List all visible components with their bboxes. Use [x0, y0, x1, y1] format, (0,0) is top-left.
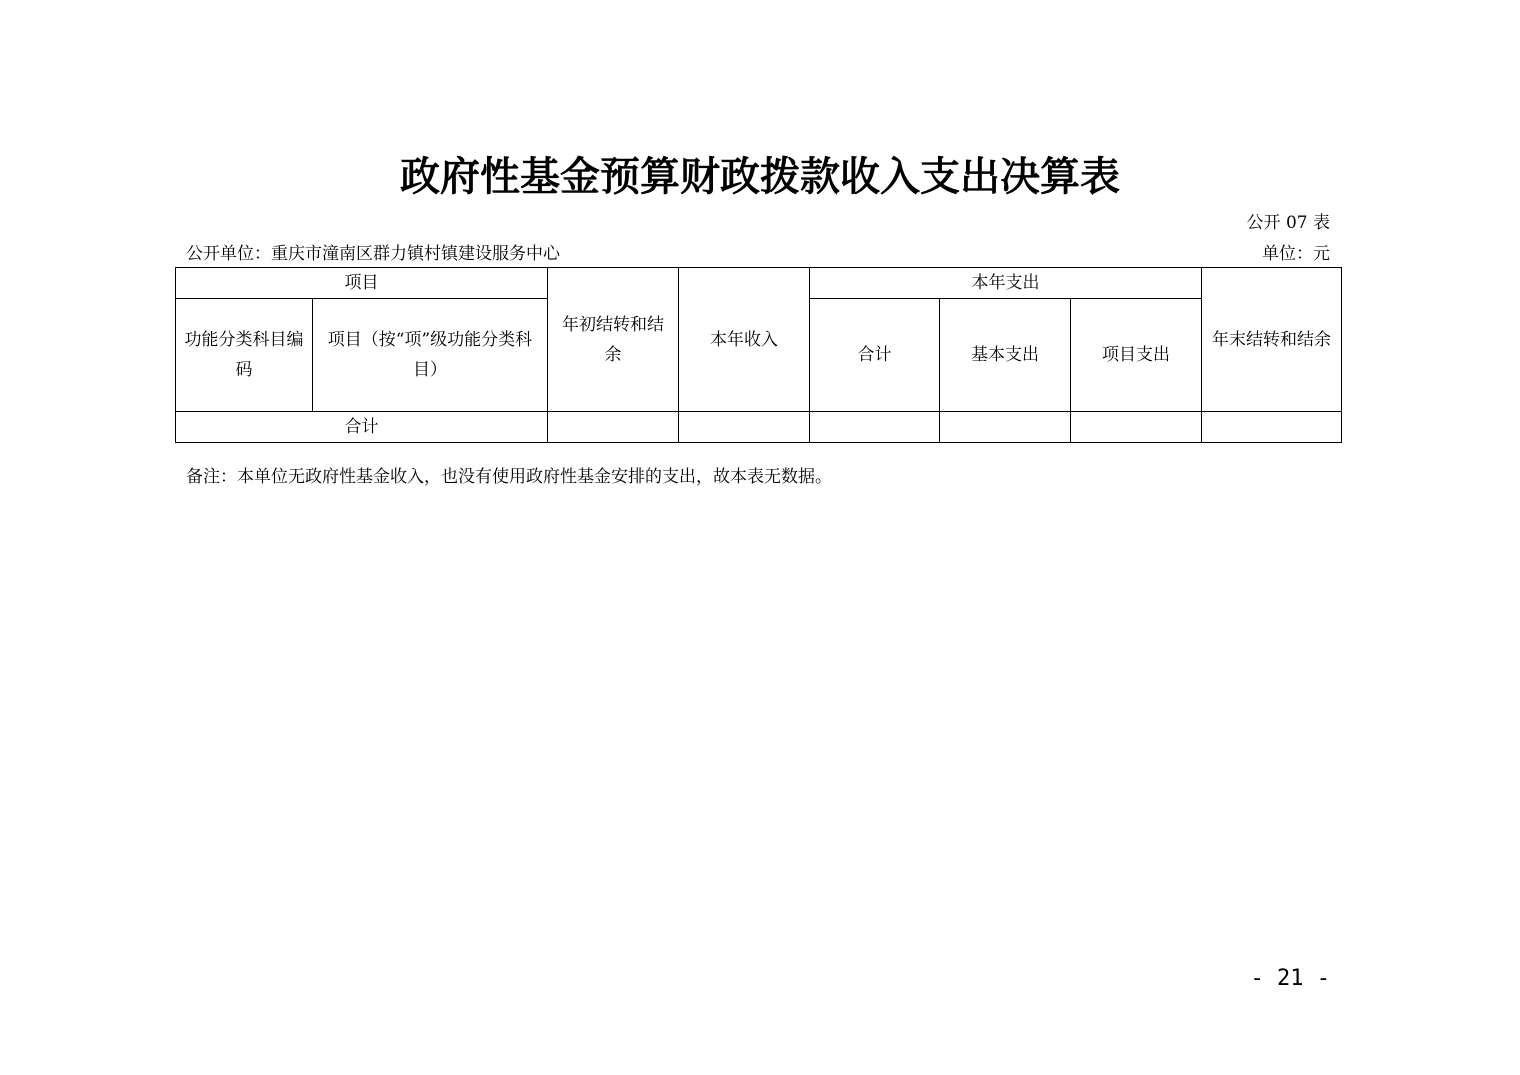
total-expense: [810, 412, 940, 443]
page-title: 政府性基金预算财政拨款收入支出决算表: [400, 153, 1120, 200]
header-project-expense: 项目支出: [1071, 299, 1202, 412]
header-end-balance: 年末结转和结余: [1202, 268, 1342, 412]
total-income: [679, 412, 810, 443]
header-project-item: 项目（按“项”级功能分类科目）: [313, 299, 548, 412]
total-project-expense: [1071, 412, 1202, 443]
header-basic-expense: 基本支出: [940, 299, 1071, 412]
table-row: [176, 412, 1342, 443]
header-project: 项目: [176, 268, 548, 299]
header-income: 本年收入: [679, 268, 810, 412]
form-number: 公开 07 表: [1246, 213, 1330, 233]
page-number: - 21 -: [1250, 966, 1330, 991]
remark-note: 备注：本单位无政府性基金收入，也没有使用政府性基金安排的支出，故本表无数据。: [186, 467, 832, 487]
total-basic-expense: [940, 412, 1071, 443]
total-label: 合计: [176, 412, 548, 443]
header-start-balance: 年初结转和结余: [548, 268, 679, 412]
reporting-organization: 公开单位：重庆市潼南区群力镇村镇建设服务中心: [186, 244, 560, 264]
budget-table: [175, 267, 1342, 443]
header-expense: 本年支出: [810, 268, 1202, 299]
total-start-balance: [548, 412, 679, 443]
total-end-balance: [1202, 412, 1342, 443]
header-expense-total: 合计: [810, 299, 940, 412]
header-function-code: 功能分类科目编码: [176, 299, 313, 412]
currency-unit: 单位：元: [1262, 244, 1330, 264]
